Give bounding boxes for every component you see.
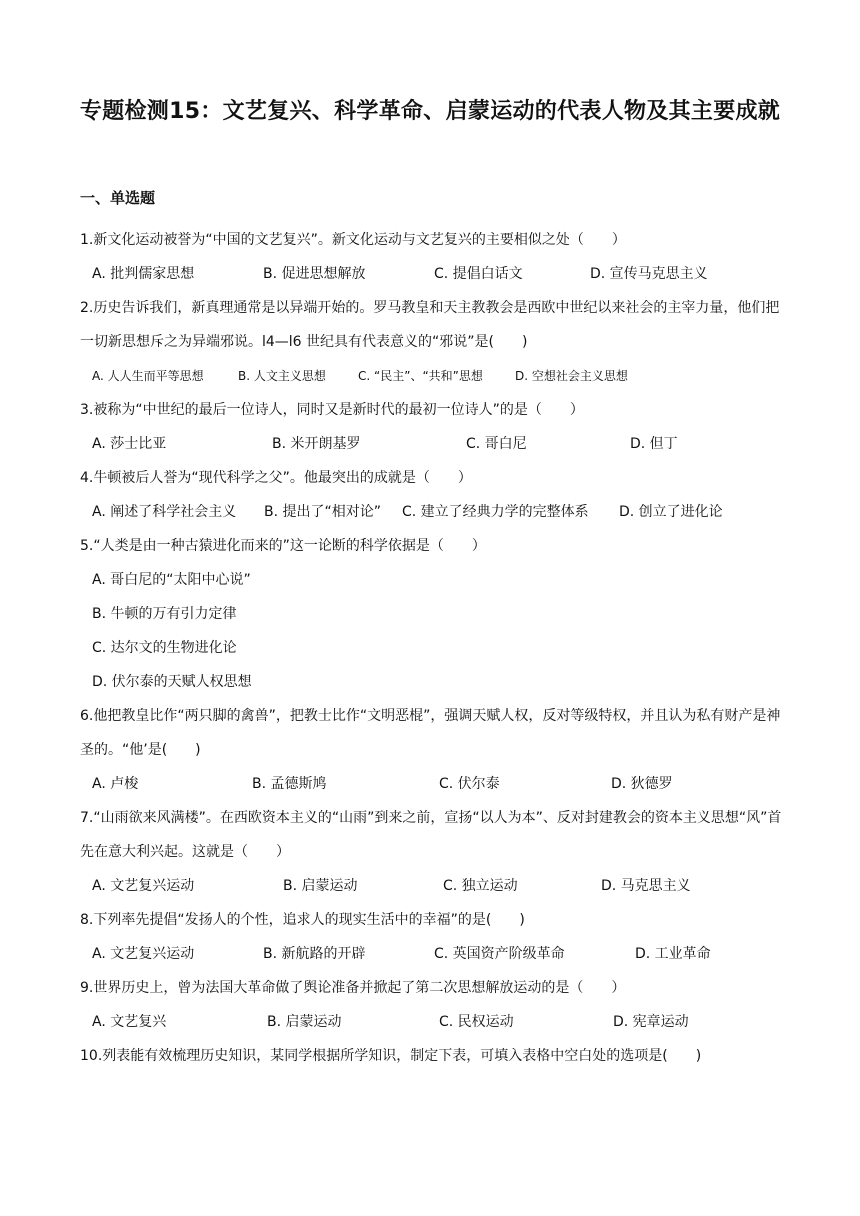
option-b[interactable]: B. 孟德斯鸠 bbox=[252, 776, 327, 792]
option-c[interactable]: C. 民权运动 bbox=[439, 1014, 514, 1030]
option-b[interactable]: B. 米开朗基罗 bbox=[272, 436, 361, 452]
option-b[interactable]: B. 新航路的开辟 bbox=[263, 946, 366, 962]
option-c[interactable]: C. 哥白尼 bbox=[466, 436, 527, 452]
option-a[interactable]: A. 阐述了科学社会主义 bbox=[92, 504, 237, 520]
option-c[interactable]: C. 独立运动 bbox=[443, 878, 518, 894]
option-d[interactable]: D. 伏尔泰的天赋人权思想 bbox=[92, 674, 252, 690]
option-d[interactable]: D. 创立了进化论 bbox=[619, 504, 723, 520]
option-c[interactable]: C. 英国资产阶级革命 bbox=[434, 946, 565, 962]
option-c[interactable]: C. 提倡白话文 bbox=[434, 266, 523, 282]
option-b[interactable]: B. 提出了“相对论” bbox=[264, 504, 382, 520]
question-6-options bbox=[92, 767, 782, 801]
question-8-options bbox=[92, 937, 782, 971]
option-c[interactable]: C. “民主”、“共和”思想 bbox=[358, 369, 483, 383]
option-d[interactable]: D. 马克思主义 bbox=[601, 878, 691, 894]
option-a[interactable]: A. 文艺复兴运动 bbox=[92, 878, 195, 894]
option-a[interactable]: A. 莎士比亚 bbox=[92, 436, 167, 452]
question-4: 4.牛顿被后人誉为“现代科学之父”。他最突出的成就是（ ） bbox=[80, 470, 472, 486]
option-d[interactable]: D. 宣传马克思主义 bbox=[590, 266, 708, 282]
question-2: 2.历史告诉我们，新真理通常是以异端开始的。罗马教皇和天主教教会是西欧中世纪以来社会的主宰力量，他们把一切新思想斥之为异端邪说。l4—l6 世纪具有代表意义的“邪说”是( ) bbox=[80, 300, 780, 350]
question-4-options bbox=[92, 495, 782, 529]
option-a[interactable]: A. 人人生而平等思想 bbox=[92, 369, 204, 383]
option-c[interactable]: C. 伏尔泰 bbox=[439, 776, 500, 792]
section-heading: 一、单选题 bbox=[80, 189, 156, 207]
question-7: 7.“山雨欲来风满楼”。在西欧资本主义的“山雨”到来之前，宣扬“以人为本”、反对封建教会的资本主义思想“风”首先在意大利兴起。这就是（ ） bbox=[80, 810, 782, 860]
question-1-options bbox=[92, 257, 782, 291]
option-d[interactable]: D. 宪章运动 bbox=[613, 1014, 689, 1030]
option-b[interactable]: B. 促进思想解放 bbox=[263, 266, 366, 282]
option-b[interactable]: B. 启蒙运动 bbox=[283, 878, 358, 894]
question-1: 1.新文化运动被誉为“中国的文艺复兴”。新文化运动与文艺复兴的主要相似之处（ ） bbox=[80, 232, 626, 248]
question-10: 10.列表能有效梳理历史知识，某同学根据所学知识，制定下表，可填入表格中空白处的选项是( ) bbox=[80, 1048, 702, 1064]
question-3-options bbox=[92, 427, 782, 461]
option-a[interactable]: A. 批判儒家思想 bbox=[92, 266, 195, 282]
option-b[interactable]: B. 启蒙运动 bbox=[267, 1014, 342, 1030]
option-d[interactable]: D. 但丁 bbox=[630, 436, 678, 452]
question-8: 8.下列率先提倡“发扬人的个性，追求人的现实生活中的幸福”的是( ) bbox=[80, 912, 525, 928]
option-a[interactable]: A. 哥白尼的“太阳中心说” bbox=[92, 572, 251, 588]
option-a[interactable]: A. 文艺复兴运动 bbox=[92, 946, 195, 962]
option-d[interactable]: D. 工业革命 bbox=[635, 946, 711, 962]
question-3: 3.被称为“中世纪的最后一位诗人，同时又是新时代的最初一位诗人”的是（ ） bbox=[80, 402, 584, 418]
option-c[interactable]: C. 建立了经典力学的完整体系 bbox=[402, 504, 589, 520]
option-a[interactable]: A. 卢梭 bbox=[92, 776, 139, 792]
question-6: 6.他把教皇比作“两只脚的禽兽”，把教士比作“文明恶棍”，强调天赋人权，反对等级特权，并且认为私有财产是神圣的。“他’是( ) bbox=[80, 708, 781, 758]
option-b[interactable]: B. 牛顿的万有引力定律 bbox=[92, 606, 237, 622]
question-9-options bbox=[92, 1005, 782, 1039]
question-7-options bbox=[92, 869, 782, 903]
option-a[interactable]: A. 文艺复兴 bbox=[92, 1014, 167, 1030]
option-c[interactable]: C. 达尔文的生物进化论 bbox=[92, 640, 237, 656]
option-d[interactable]: D. 空想社会主义思想 bbox=[515, 369, 628, 383]
question-5: 5.“人类是由一种古猿进化而来的”这一论断的科学依据是（ ） bbox=[80, 538, 486, 554]
option-d[interactable]: D. 狄德罗 bbox=[611, 776, 673, 792]
option-b[interactable]: B. 人文主义思想 bbox=[238, 369, 326, 383]
question-2-options bbox=[92, 359, 782, 393]
page-title: 专题检测15：文艺复兴、科学革命、启蒙运动的代表人物及其主要成就 bbox=[79, 99, 781, 124]
question-9: 9.世界历史上，曾为法国大革命做了舆论准备并掀起了第二次思想解放运动的是（ ） bbox=[80, 980, 626, 996]
